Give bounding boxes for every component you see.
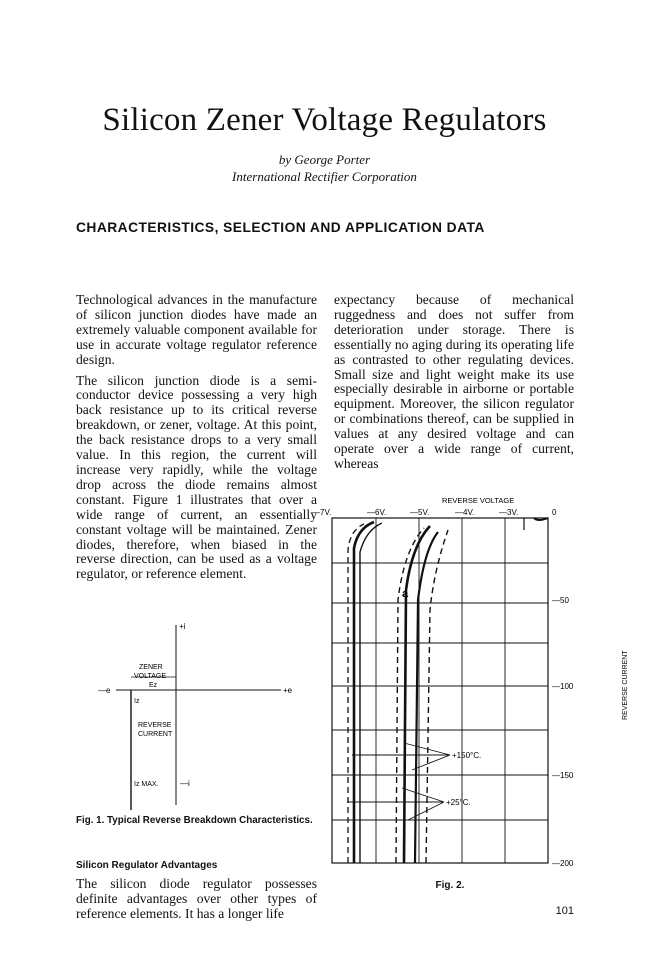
- fig2-y-ticks: [552, 596, 574, 868]
- y-tick-label: —150: [552, 771, 574, 780]
- fig2-temp-pointers: [347, 743, 450, 820]
- paragraph: Technological advances in the manufacture of silicon junction diodes have made an extremely valuable component available for use in accurate voltage regulator reference design.: [76, 292, 317, 367]
- fig2-curves: [348, 518, 548, 863]
- fig1-plus-e: +e: [283, 686, 293, 695]
- x-tick-label: —4V.: [455, 508, 475, 517]
- x-tick-label: —7V.: [312, 508, 332, 517]
- fig1-minus-i: —i: [180, 779, 190, 788]
- fig1-current-label: CURRENT: [138, 731, 173, 738]
- y-tick-label: —200: [552, 859, 574, 868]
- left-column: [76, 293, 317, 588]
- author-affiliation: International Rectifier Corporation: [232, 169, 417, 184]
- fig2-right-axis-title: REVERSE CURRENT: [622, 650, 629, 720]
- x-tick-label: 0: [552, 508, 557, 517]
- figure-2-chart: [312, 490, 637, 880]
- fig2-grid: [332, 518, 548, 863]
- section-heading: CHARACTERISTICS, SELECTION AND APPLICATION DATA: [76, 220, 485, 235]
- fig1-minus-e: —e: [98, 686, 111, 695]
- fig2-plot-frame: [332, 518, 548, 863]
- paragraph: The silicon junction diode is a semi-conductor device possessing a very high back resistance up to its critical reverse breakdown, or zener, voltage. At this point, the back resistance drops to a very small value. In this region, the current will increase very rapidly, while the voltage drop across the diode remains almost constant. Figure 1 illustrates that over a wide range of current, an essentially constant voltage will be maintained. Zener diodes, therefore, when biased in the reverse direction, can be used as a voltage regulator, or reference element.: [76, 372, 317, 582]
- right-column: [334, 293, 574, 478]
- x-tick-label: —6V.: [367, 508, 387, 517]
- paragraph: The silicon diode regulator possesses definite advantages over other types of reference elements. It has a longer life: [76, 876, 317, 921]
- figure-2-caption: Fig. 2.: [435, 880, 465, 891]
- page-title: Silicon Zener Voltage Regulators: [102, 102, 547, 138]
- fig1-reverse-label: REVERSE: [138, 722, 172, 729]
- x-tick-label: —5V.: [410, 508, 430, 517]
- fig1-plus-i: +i: [179, 622, 186, 631]
- fig1-iz-max: Iz MAX.: [134, 781, 159, 788]
- fig1-voltage-label: VOLTAGE: [134, 673, 167, 680]
- fig1-iz: Iz: [134, 698, 140, 705]
- fig2-x-ticks: [312, 508, 557, 517]
- fig2-hot-label: +150°C.: [452, 751, 482, 760]
- y-tick-label: —50: [552, 596, 569, 605]
- fig2-top-axis-title: REVERSE VOLTAGE: [442, 496, 515, 505]
- fig2-room-label: +25°C.: [446, 798, 471, 807]
- figure-1-caption: Fig. 1. Typical Reverse Breakdown Characteristics.: [76, 815, 313, 826]
- author-name: by George Porter: [278, 152, 371, 167]
- fig1-ez: Ez: [149, 682, 158, 689]
- fig2-curve-label: a: [402, 588, 409, 600]
- fig1-zener-label: ZENER: [139, 664, 163, 671]
- y-tick-label: —100: [552, 682, 574, 691]
- byline: [0, 151, 649, 185]
- paragraph: expectancy because of mechanical ruggedness and does not suffer from deterioration under storage. There is essentially no aging during its operating life as contrasted to other regulating devices. Small size and light weight make its use especially desirable in airborne or portable equipment. Moreover, the silicon regulator or combinations thereof, can be supplied in values at any desired voltage and can operate over a wide range of current, whereas: [334, 292, 574, 471]
- subheading: Silicon Regulator Advantages: [76, 860, 218, 871]
- figure-1-diagram: [76, 615, 321, 815]
- page-number: 101: [555, 905, 574, 917]
- x-tick-label: —3V.: [499, 508, 519, 517]
